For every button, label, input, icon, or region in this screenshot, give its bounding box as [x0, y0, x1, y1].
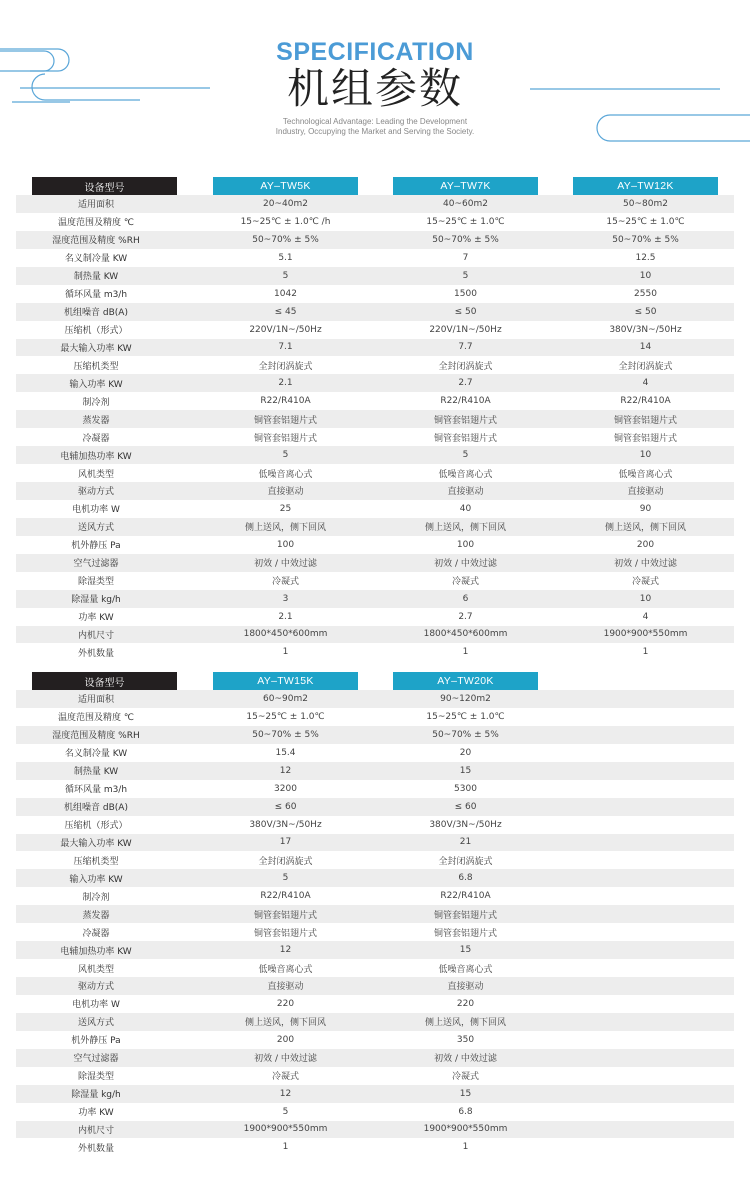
table-cell: 12 [279, 1088, 292, 1099]
table-cell: 7.1 [278, 342, 293, 353]
table-cell: 全封闭涡旋式 [618, 361, 673, 372]
table-row [16, 428, 734, 446]
row-label: 制冷剂 [82, 892, 110, 903]
row-label: 功率 KW [78, 1108, 114, 1119]
table-header-row [16, 177, 734, 195]
table-cell: 15 [459, 765, 472, 776]
table-cell: 90~120m2 [440, 693, 491, 704]
table-cell: 5300 [454, 783, 477, 794]
table-cell: 15~25℃ ± 1.0℃ [426, 711, 505, 722]
row-label: 循环风量 m3/h [64, 785, 128, 796]
row-label: 空气过滤器 [73, 1054, 119, 1065]
table-row [16, 744, 734, 762]
row-label: 湿度范围及精度 %RH [52, 731, 140, 742]
row-label: 压缩机（形式） [64, 326, 128, 337]
row-label: 输入功率 KW [69, 874, 123, 885]
table-cell: 15.4 [275, 747, 296, 758]
row-label: 输入功率 KW [69, 379, 123, 390]
row-label: 除湿类型 [77, 577, 114, 588]
table-cell: 铜管套铝翅片式 [433, 910, 497, 921]
table-cell: 12 [279, 765, 292, 776]
table-cell: 初效 / 中效过滤 [434, 559, 497, 570]
table-row [16, 339, 734, 357]
table-cell: 50~70% ± 5% [252, 729, 319, 740]
table-cell: ≤ 60 [274, 801, 297, 812]
row-label: 功率 KW [78, 613, 114, 624]
table-row [16, 500, 734, 518]
table-cell: 1 [282, 1142, 289, 1153]
row-label: 外机数量 [77, 648, 114, 659]
label-column-header: 设备型号 [32, 672, 177, 690]
table-row [16, 1085, 734, 1103]
spec-table-2 [16, 672, 734, 1156]
table-cell: 1 [282, 647, 289, 658]
table-cell: 3200 [274, 783, 297, 794]
table-row [16, 726, 734, 744]
row-label: 冷凝器 [82, 928, 110, 939]
table-cell: 5 [462, 270, 469, 281]
table-row [16, 464, 734, 482]
table-row [16, 518, 734, 536]
table-cell: 初效 / 中效过滤 [614, 559, 677, 570]
table-cell: 直接驱动 [267, 982, 304, 993]
row-label: 最大输入功率 KW [60, 838, 132, 849]
row-label: 除湿类型 [77, 1072, 114, 1083]
table-cell: 220V/1N~/50Hz [249, 324, 322, 335]
row-label: 压缩机类型 [73, 361, 119, 372]
table-cell: 380V/3N~/50Hz [249, 819, 322, 830]
table-cell: 侧上送风，侧下回风 [244, 1018, 326, 1029]
table-row [16, 303, 734, 321]
table-row [16, 554, 734, 572]
row-label: 制冷剂 [82, 397, 110, 408]
table-row [16, 482, 734, 500]
table-cell: 2.7 [458, 378, 473, 389]
table-row [16, 643, 734, 661]
table-row [16, 1067, 734, 1085]
row-label: 冷凝器 [82, 433, 110, 444]
table-cell: 350 [456, 1034, 475, 1045]
table-cell: 5 [282, 270, 289, 281]
table-cell: 冷凝式 [271, 577, 299, 588]
table-row [16, 905, 734, 923]
table-cell: 全封闭涡旋式 [438, 856, 493, 867]
table-cell: 17 [279, 837, 292, 848]
table-cell: 380V/3N~/50Hz [429, 819, 502, 830]
row-label: 蒸发器 [82, 415, 110, 426]
table-row [16, 780, 734, 798]
table-row [16, 392, 734, 410]
table-cell: 直接驱动 [267, 487, 304, 498]
row-label: 外机数量 [77, 1143, 114, 1154]
table-cell: 低噪音离心式 [258, 469, 313, 480]
table-cell: 2.7 [458, 611, 473, 622]
row-label: 电辅加热功率 KW [60, 946, 132, 957]
row-label: 温度范围及精度 ℃ [58, 218, 134, 229]
row-label: 湿度范围及精度 %RH [52, 236, 140, 247]
table-row [16, 572, 734, 590]
table-cell: 1900*900*550mm [423, 1124, 508, 1135]
table-cell: 20~40m2 [263, 198, 308, 209]
table-cell: 5 [282, 873, 289, 884]
table-cell: 低噪音离心式 [618, 469, 673, 480]
row-label: 送风方式 [77, 1018, 114, 1029]
table-cell: 1 [462, 647, 469, 658]
table-cell: 2.1 [278, 378, 293, 389]
table-row [16, 267, 734, 285]
table-cell: 侧上送风，侧下回风 [424, 523, 506, 534]
table-row [16, 816, 734, 834]
table-cell: 100 [276, 539, 295, 550]
table-cell: 铜管套铝翅片式 [253, 433, 317, 444]
table-row [16, 798, 734, 816]
page-header [0, 38, 750, 137]
table-row [16, 977, 734, 995]
table-cell: 直接驱动 [447, 487, 484, 498]
table-cell: 铜管套铝翅片式 [433, 433, 497, 444]
row-label: 名义制冷量 KW [64, 254, 128, 265]
row-label: 驱动方式 [77, 982, 114, 993]
row-label: 风机类型 [77, 469, 114, 480]
table-cell: 5 [282, 1106, 289, 1117]
table-cell: 20 [459, 747, 472, 758]
table-cell: 初效 / 中效过滤 [434, 1054, 497, 1065]
table-cell: 15~25℃ ± 1.0℃ /h [240, 216, 331, 227]
table-row [16, 762, 734, 780]
table-row [16, 590, 734, 608]
table-cell: 220 [276, 998, 295, 1009]
table-header-row [16, 672, 734, 690]
table-cell: 200 [276, 1034, 295, 1045]
row-label: 循环风量 m3/h [64, 290, 128, 301]
table-cell: 1 [462, 1142, 469, 1153]
table-cell: 5.1 [278, 252, 293, 263]
table-cell: 12 [279, 945, 292, 956]
table-cell: 15 [459, 945, 472, 956]
table-cell: 冷凝式 [631, 577, 659, 588]
table-cell: 10 [639, 450, 652, 461]
table-cell: R22/R410A [440, 396, 491, 407]
table-row [16, 195, 734, 213]
table-row [16, 690, 734, 708]
table-cell: 1800*450*600mm [423, 629, 508, 640]
row-label: 名义制冷量 KW [64, 749, 128, 760]
table-cell: R22/R410A [440, 891, 491, 902]
table-cell: 3 [282, 593, 289, 604]
model-header: AY–TW12K [573, 177, 718, 195]
table-cell: 全封闭涡旋式 [438, 361, 493, 372]
table-cell: 低噪音离心式 [438, 964, 493, 975]
table-cell: 10 [639, 270, 652, 281]
table-row [16, 1049, 734, 1067]
table-cell: 低噪音离心式 [438, 469, 493, 480]
table-cell: 低噪音离心式 [258, 964, 313, 975]
table-cell: 冷凝式 [451, 577, 479, 588]
row-label: 压缩机类型 [73, 856, 119, 867]
table-cell: 7 [462, 252, 469, 263]
table-cell: 铜管套铝翅片式 [613, 433, 677, 444]
table-cell: ≤ 60 [454, 801, 477, 812]
table-cell: 5 [462, 450, 469, 461]
table-cell: ≤ 50 [454, 306, 477, 317]
table-cell: 侧上送风，侧下回风 [424, 1018, 506, 1029]
table-cell: 50~70% ± 5% [252, 234, 319, 245]
table-cell: 铜管套铝翅片式 [253, 910, 317, 921]
row-label: 空气过滤器 [73, 559, 119, 570]
table-cell: 40 [459, 503, 472, 514]
table-row [16, 231, 734, 249]
row-label: 最大输入功率 KW [60, 343, 132, 354]
table-cell: 直接驱动 [627, 487, 664, 498]
table-cell: 50~80m2 [623, 198, 668, 209]
label-column-header: 设备型号 [32, 177, 177, 195]
row-label: 内机尺寸 [77, 630, 114, 641]
table-cell: 40~60m2 [443, 198, 488, 209]
row-label: 适用面积 [77, 200, 114, 211]
page-title-english: SPECIFICATION [276, 38, 474, 66]
table-cell: 25 [279, 503, 292, 514]
table-row [16, 321, 734, 339]
row-label: 机外静压 Pa [71, 1036, 121, 1047]
table-cell: 15 [459, 1088, 472, 1099]
model-header: AY–TW15K [213, 672, 358, 690]
table-cell: 侧上送风，侧下回风 [604, 523, 686, 534]
table-row [16, 1121, 734, 1139]
row-label: 除湿量 kg/h [71, 595, 121, 606]
table-row [16, 1138, 734, 1156]
row-label: 内机尺寸 [77, 1125, 114, 1136]
table-row [16, 1031, 734, 1049]
table-row [16, 869, 734, 887]
table-cell: 初效 / 中效过滤 [254, 559, 317, 570]
page-title-chinese: 机组参数 [286, 64, 463, 113]
row-label: 机外静压 Pa [71, 541, 121, 552]
spec-table-1 [16, 177, 734, 661]
model-header: AY–TW7K [393, 177, 538, 195]
row-label: 压缩机（形式） [64, 821, 128, 832]
table-cell: 2550 [634, 288, 657, 299]
row-label: 适用面积 [77, 695, 114, 706]
table-cell: ≤ 50 [634, 306, 657, 317]
table-cell: 冷凝式 [271, 1072, 299, 1083]
row-label: 风机类型 [77, 964, 114, 975]
table-row [16, 851, 734, 869]
table-row [16, 356, 734, 374]
table-row [16, 213, 734, 231]
table-row [16, 536, 734, 554]
table-row [16, 1103, 734, 1121]
table-cell: 侧上送风，侧下回风 [244, 523, 326, 534]
table-cell: R22/R410A [260, 396, 311, 407]
table-cell: 7.7 [458, 342, 473, 353]
table-cell: 铜管套铝翅片式 [613, 415, 677, 426]
table-cell: 全封闭涡旋式 [258, 856, 313, 867]
table-row [16, 834, 734, 852]
table-row [16, 249, 734, 267]
table-row [16, 708, 734, 726]
table-cell: 60~90m2 [263, 693, 308, 704]
row-label: 机组噪音 dB(A) [64, 308, 128, 319]
table-cell: R22/R410A [260, 891, 311, 902]
table-cell: 直接驱动 [447, 982, 484, 993]
table-cell: 1042 [274, 288, 297, 299]
table-cell: 50~70% ± 5% [432, 729, 499, 740]
table-row [16, 959, 734, 977]
table-row [16, 374, 734, 392]
table-cell: 100 [456, 539, 475, 550]
table-cell: 冷凝式 [451, 1072, 479, 1083]
row-label: 电辅加热功率 KW [60, 451, 132, 462]
table-cell: 50~70% ± 5% [432, 234, 499, 245]
table-cell: 2.1 [278, 611, 293, 622]
table-cell: 220V/1N~/50Hz [429, 324, 502, 335]
table-cell: 380V/3N~/50Hz [609, 324, 682, 335]
table-row [16, 285, 734, 303]
table-cell: 6.8 [458, 873, 473, 884]
model-header: AY–TW5K [213, 177, 358, 195]
table-cell: 21 [459, 837, 472, 848]
table-row [16, 446, 734, 464]
table-cell: 220 [456, 998, 475, 1009]
row-label: 驱动方式 [77, 487, 114, 498]
table-cell: 10 [639, 593, 652, 604]
row-label: 温度范围及精度 ℃ [58, 713, 134, 724]
row-label: 电机功率 W [72, 505, 120, 516]
row-label: 蒸发器 [82, 910, 110, 921]
row-label: 制热量 KW [73, 272, 119, 283]
table-cell: 6.8 [458, 1106, 473, 1117]
table-row [16, 608, 734, 626]
table-cell: 1 [642, 647, 649, 658]
row-label: 除湿量 kg/h [71, 1090, 121, 1101]
table-cell: 4 [642, 378, 649, 389]
page-subtitle: Technological Advantage: Leading the Development Industry, Occupying the Market and Serving the Society. [275, 117, 475, 136]
table-cell: 铜管套铝翅片式 [433, 928, 497, 939]
table-cell: 1800*450*600mm [243, 629, 328, 640]
table-row [16, 995, 734, 1013]
table-cell: 4 [642, 611, 649, 622]
row-label: 电机功率 W [72, 1000, 120, 1011]
table-row [16, 923, 734, 941]
table-cell: 铜管套铝翅片式 [253, 415, 317, 426]
table-cell: 200 [636, 539, 655, 550]
row-label: 制热量 KW [73, 767, 119, 778]
table-cell: 12.5 [635, 252, 656, 263]
table-cell: 15~25℃ ± 1.0℃ [606, 216, 685, 227]
table-cell: 1500 [454, 288, 477, 299]
table-cell: 5 [282, 450, 289, 461]
table-cell: 6 [462, 593, 469, 604]
row-label: 送风方式 [77, 523, 114, 534]
table-cell: 1900*900*550mm [243, 1124, 328, 1135]
table-cell: 14 [639, 342, 652, 353]
table-cell: 铜管套铝翅片式 [433, 415, 497, 426]
model-header: AY–TW20K [393, 672, 538, 690]
table-row [16, 887, 734, 905]
table-row [16, 410, 734, 428]
table-cell: 50~70% ± 5% [612, 234, 679, 245]
table-cell: R22/R410A [620, 396, 671, 407]
table-cell: 15~25℃ ± 1.0℃ [246, 711, 325, 722]
table-row [16, 941, 734, 959]
table-cell: 1900*900*550mm [603, 629, 688, 640]
table-row [16, 626, 734, 644]
table-row [16, 1013, 734, 1031]
table-cell: 90 [639, 503, 652, 514]
row-label: 机组噪音 dB(A) [64, 803, 128, 814]
table-cell: 铜管套铝翅片式 [253, 928, 317, 939]
table-cell: 初效 / 中效过滤 [254, 1054, 317, 1065]
table-cell: 15~25℃ ± 1.0℃ [426, 216, 505, 227]
table-cell: ≤ 45 [274, 306, 297, 317]
table-cell: 全封闭涡旋式 [258, 361, 313, 372]
